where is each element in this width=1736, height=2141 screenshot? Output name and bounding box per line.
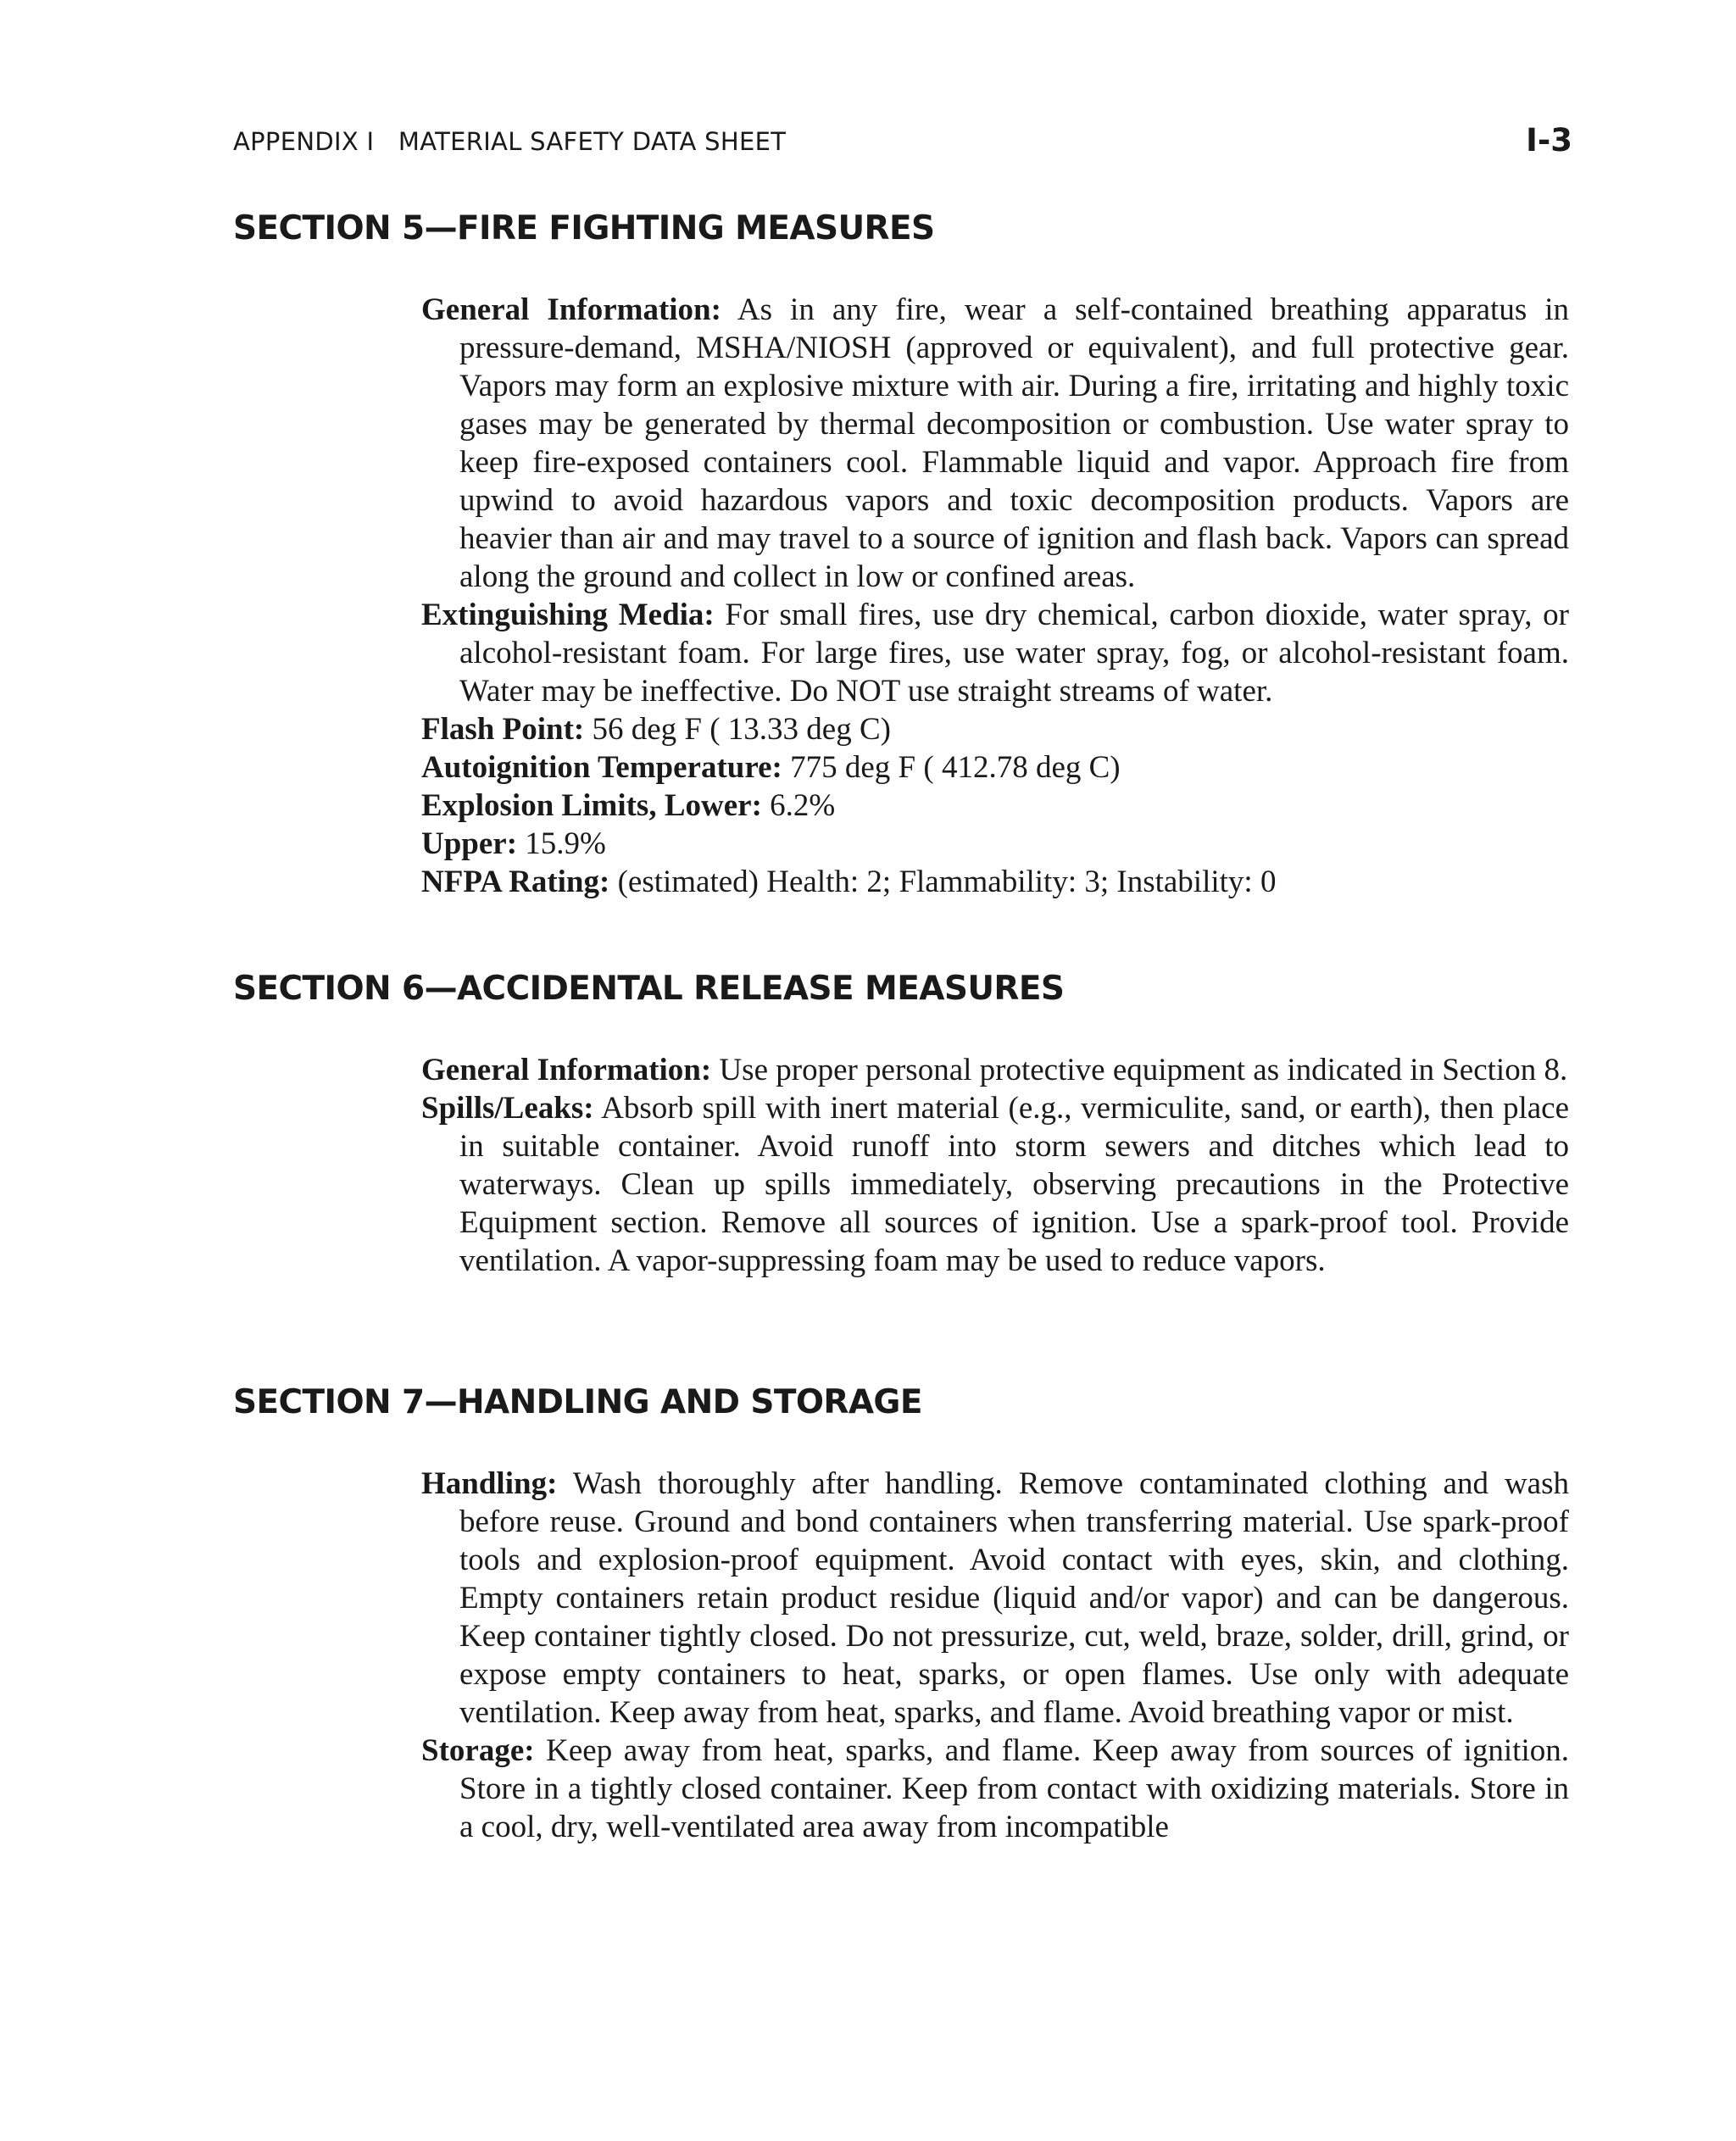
entry-extinguishing-media bbox=[421, 596, 1569, 710]
running-title: APPENDIX I MATERIAL SAFETY DATA SHEET bbox=[233, 127, 787, 156]
entry-text: Absorb spill with inert material (e.g., vermiculite, sand, or earth), then place in suitable container. Avoid runoff into storm sewers and ditches which lead to waterways. Clean up spills immediately, observing precautions in the Protective Equipment section. Remove all sources of ignition. Use a spark-proof tool. Provide ventilation. A vapor-suppressing foam may be used to reduce vapors. bbox=[459, 1091, 1569, 1278]
entry-label: NFPA Rating: bbox=[421, 865, 610, 899]
entry-label: Spills/Leaks: bbox=[421, 1091, 594, 1126]
entry-handling bbox=[421, 1465, 1569, 1732]
section-6-title: SECTION 6—ACCIDENTAL RELEASE MEASURES bbox=[233, 970, 1065, 1008]
entry-storage bbox=[421, 1732, 1569, 1846]
entry-label: Flash Point: bbox=[421, 712, 585, 747]
section-7-body bbox=[421, 1465, 1569, 1846]
entry-label: Handling: bbox=[421, 1466, 558, 1501]
running-header bbox=[233, 122, 1572, 161]
entry-text: 6.2% bbox=[761, 788, 836, 823]
entry-text: As in any fire, wear a self-contained breathing apparatus in pressure-demand, MSHA/NIOSH (approved or equivalent), and full protective gear. Vapors may form an explosive mixture with air. During a fire, irritating and highly toxic gases may be generated by thermal decomposition or combustion. Use water spray to keep fire-exposed containers cool. Flammable liquid and vapor. Approach fire from upwind to avoid hazardous vapors and toxic decomposition products. Vapors are heavier than air and may travel to a source of ignition and flash back. Vapors can spread along the ground and collect in low or confined areas. bbox=[459, 292, 1569, 594]
entry-text: (estimated) Health: 2; Flammability: 3; Instability: 0 bbox=[609, 865, 1277, 899]
page-number: I-3 bbox=[1526, 122, 1572, 158]
entry-nfpa-rating bbox=[421, 863, 1569, 901]
entry-text: Keep away from heat, sparks, and flame. Keep away from sources of ignition. Store in a tightly closed container. Keep from contact with oxidizing materials. Store in a cool, dry, well-ventilated area away from incompatible bbox=[459, 1733, 1569, 1844]
section-5-body bbox=[421, 291, 1569, 901]
entry-text: Wash thoroughly after handling. Remove contaminated clothing and wash before reuse. Ground and bond containers when transferring material. Use spark-proof tools and explosion-proof equipment. Avoid contact with eyes, skin, and clothing. Empty containers retain product residue (liquid and/or vapor) and can be dangerous. Keep container tightly closed. Do not pressurize, cut, weld, braze, solder, drill, grind, or expose empty containers to heat, sparks, or open flames. Use only with adequate ventilation. Keep away from heat, sparks, and flame. Avoid breathing vapor or mist. bbox=[459, 1466, 1569, 1730]
entry-text: 775 deg F ( 412.78 deg C) bbox=[782, 750, 1121, 785]
entry-text: 15.9% bbox=[517, 826, 606, 861]
section-5-title: SECTION 5—FIRE FIGHTING MEASURES bbox=[233, 209, 935, 247]
entry-label: Storage: bbox=[421, 1733, 535, 1768]
entry-text: 56 deg F ( 13.33 deg C) bbox=[584, 712, 891, 747]
entry-label: General Information: bbox=[421, 1053, 712, 1087]
entry-flash-point bbox=[421, 710, 1569, 748]
entry-spills-leaks bbox=[421, 1089, 1569, 1280]
entry-label: Extinguishing Media: bbox=[421, 598, 715, 632]
section-7-title: SECTION 7—HANDLING AND STORAGE bbox=[233, 1383, 922, 1421]
section-6-body bbox=[421, 1051, 1569, 1280]
entry-general-information bbox=[421, 1051, 1569, 1089]
entry-label: General Information: bbox=[421, 292, 721, 327]
entry-explosion-limits-lower bbox=[421, 787, 1569, 825]
entry-label: Upper: bbox=[421, 826, 518, 861]
entry-text: Use proper personal protective equipment as indicated in Section 8. bbox=[711, 1053, 1568, 1087]
entry-general-information bbox=[421, 291, 1569, 596]
entry-text: For small fires, use dry chemical, carbon dioxide, water spray, or alcohol-resistant foam. For large fires, use water spray, fog, or alcohol-resistant foam. Water may be ineffective. Do NOT use straight streams of water. bbox=[459, 598, 1569, 709]
entry-label: Autoignition Temperature: bbox=[421, 750, 782, 785]
entry-label: Explosion Limits, Lower: bbox=[421, 788, 762, 823]
entry-explosion-limits-upper bbox=[421, 825, 1569, 863]
entry-autoignition-temperature bbox=[421, 748, 1569, 787]
